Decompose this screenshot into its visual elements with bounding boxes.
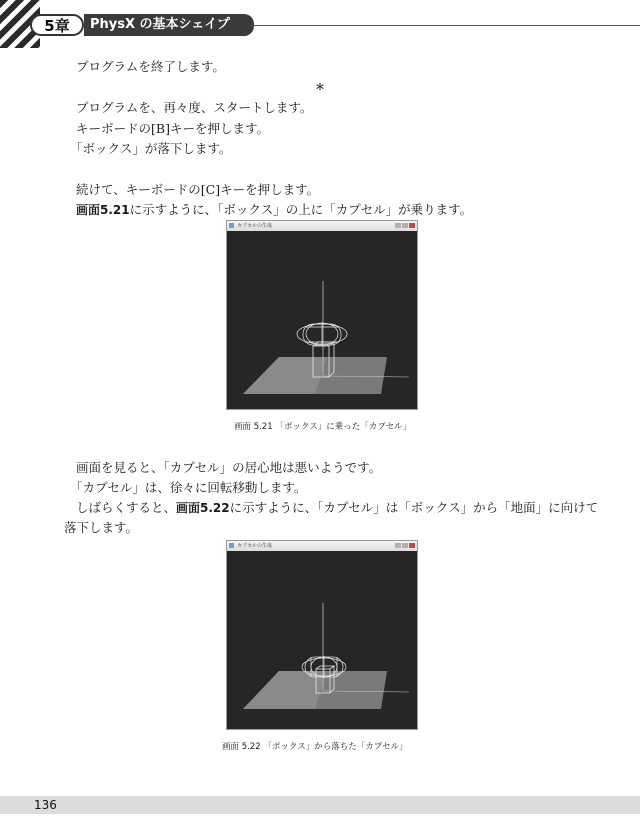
page-number: 136: [34, 798, 57, 812]
paragraph-6-text: に示すように、「ボックス」の上に「カプセル」が乗ります。: [129, 202, 473, 217]
header-rule: [250, 25, 640, 26]
paragraph-7: 画面を見ると、「カプセル」の居心地は悪いようです。: [76, 460, 382, 475]
window-title: カプセルの生成: [237, 223, 272, 229]
paragraph-8: 「カプセル」は、徐々に回転移動します。: [70, 480, 307, 495]
screenshot-figure-5-21: [226, 220, 418, 410]
window-controls: [395, 223, 415, 228]
figure-caption-5-22: 画面 5.22 「ボックス」から落ちた「カプセル」: [222, 742, 408, 752]
paragraph-2: プログラムを、再々度、スタートします。: [76, 100, 313, 115]
paragraph-1: プログラムを終了します。: [76, 59, 225, 74]
maximize-icon: [402, 223, 408, 228]
screenshot-figure-5-22: [226, 540, 418, 730]
window-app-icon: [229, 223, 234, 228]
figure-caption-5-21: 画面 5.21 「ボックス」に乗った「カプセル」: [234, 422, 412, 432]
window-titlebar: [227, 541, 417, 551]
section-asterisk: *: [316, 80, 324, 99]
paragraph-9-lead: しばらくすると、: [76, 500, 177, 515]
close-icon: [409, 223, 415, 228]
paragraph-6: [76, 202, 472, 218]
close-icon: [409, 543, 415, 548]
chapter-number: 5章: [30, 14, 84, 36]
paragraph-10: 落下します。: [64, 520, 139, 535]
figure-ref-5-21: 画面5.21: [76, 203, 130, 217]
physx-viewport: [227, 551, 417, 729]
paragraph-9-text: に示すように、「カプセル」は「ボックス」から「地面」に向けて: [229, 500, 599, 515]
physx-viewport: [227, 231, 417, 409]
window-titlebar: [227, 221, 417, 231]
chapter-header: [0, 0, 640, 52]
paragraph-9: [76, 500, 598, 516]
minimize-icon: [395, 223, 401, 228]
paragraph-3: キーボードの[B]キーを押します。: [76, 121, 269, 136]
window-title: カプセルの生成: [237, 543, 272, 549]
minimize-icon: [395, 543, 401, 548]
window-controls: [395, 543, 415, 548]
page-footer: [0, 796, 640, 814]
maximize-icon: [402, 543, 408, 548]
chapter-title: PhysX の基本シェイプ: [84, 14, 254, 36]
paragraph-5: 続けて、キーボードの[C]キーを押します。: [76, 182, 320, 197]
figure-ref-5-22: 画面5.22: [176, 501, 230, 515]
paragraph-4: 「ボックス」が落下します。: [70, 141, 232, 156]
window-app-icon: [229, 543, 234, 548]
